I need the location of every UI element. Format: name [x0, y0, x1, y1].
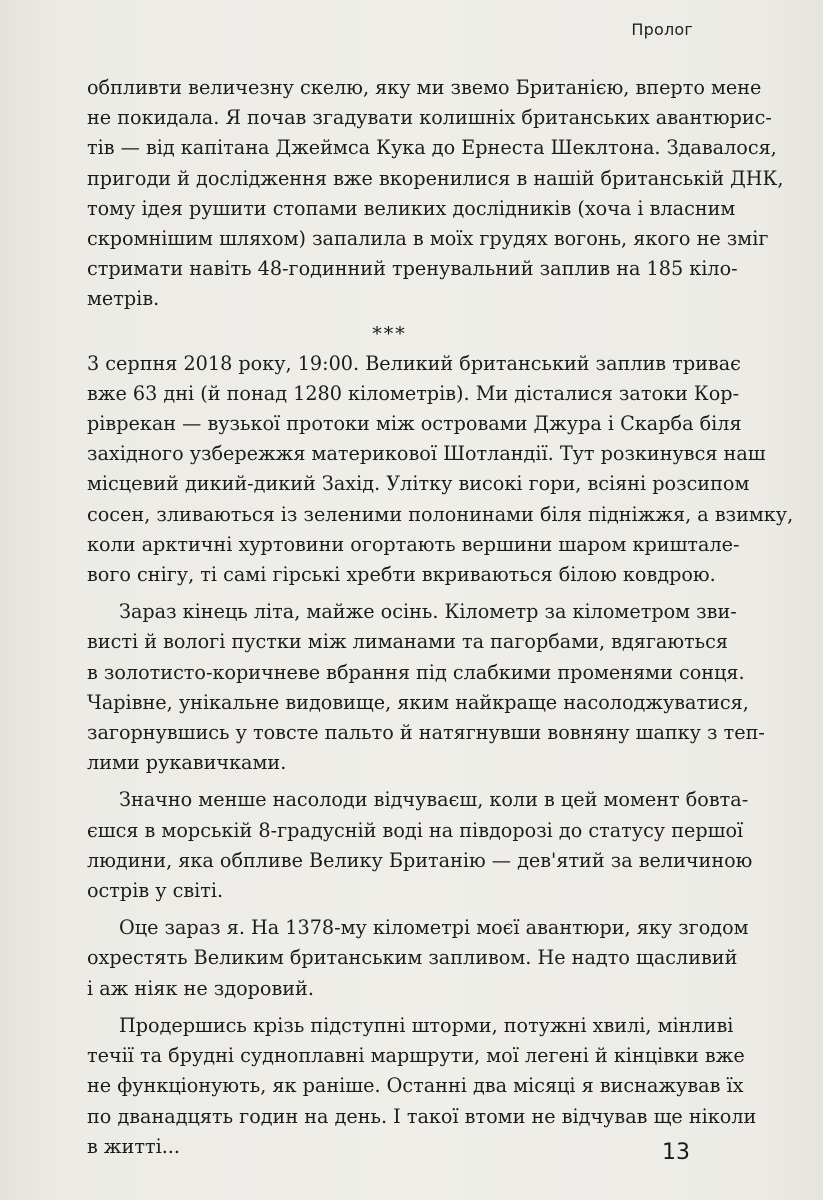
paragraph-1	[87, 73, 784, 315]
text-line: Продершись крізь підступні шторми, потужні хвилі, мінливі	[119, 1013, 734, 1037]
text-line: не покидала. Я почав згадувати колишніх британських авантюрис-	[87, 106, 772, 130]
text-line: людини, яка обпливе Велику Британію — дев'ятий за величиною	[87, 848, 753, 872]
text-line: лими рукавичками.	[87, 751, 287, 775]
paragraph-5	[87, 913, 749, 1004]
text-line: висті й вологі пустки між лиманами та пагорбами, вдягаються	[87, 630, 728, 654]
text-line: Чарівне, унікальне видовище, яким найкраще насолоджуватися,	[87, 690, 749, 714]
running-head: Пролог	[631, 20, 693, 39]
text-line: і аж ніяк не здоровий.	[87, 976, 314, 1000]
text-line: тів — від капітана Джеймса Кука до Ернеста Шеклтона. Здавалося,	[87, 136, 777, 160]
text-line: в золотисто-коричневе вбрання під слабкими променями сонця.	[87, 660, 745, 684]
text-line: 3 серпня 2018 року, 19:00. Великий британський заплив триває	[87, 351, 741, 375]
text-line: метрів.	[87, 287, 160, 311]
text-line: в житті...	[87, 1134, 181, 1158]
paragraph-2	[87, 349, 794, 591]
text-line: ріврекан — вузької протоки між островами Джура і Скарба біля	[87, 412, 742, 436]
text-line: Зараз кінець літа, майже осінь. Кілометр за кілометром зви-	[119, 600, 737, 624]
text-line: охрестять Великим британським запливом. Не надто щасливий	[87, 946, 738, 970]
paragraph-3	[87, 597, 765, 778]
text-line: Значно менше насолоди відчуваєш, коли в цей момент бовта-	[119, 788, 749, 812]
page-number: 13	[662, 1140, 690, 1165]
text-line: коли арктичні хуртовини огортають вершини шаром криштале-	[87, 532, 740, 556]
text-line: пригоди й дослідження вже вкоренилися в нашій британській ДНК,	[87, 166, 784, 190]
text-line: обпливти величезну скелю, яку ми звемо Британією, вперто мене	[87, 76, 762, 99]
body-text	[87, 73, 794, 1162]
text-line: вого снігу, ті самі гірські хребти вкриваються білою ковдрою.	[87, 563, 716, 587]
text-line: загорнувшись у товсте пальто й натягнувши вовняну шапку з теп-	[87, 721, 765, 745]
text-line: єшся в морській 8-градусній воді на півдорозі до статусу першої	[87, 818, 744, 842]
text-line: по дванадцять годин на день. І такої втоми не відчував ще ніколи	[87, 1104, 757, 1128]
text-line: скромнішим шляхом) запалила в моїх грудях вогонь, якого не зміг	[87, 227, 769, 251]
section-separator: ***	[372, 322, 407, 345]
text-line: місцевий дикий-дикий Захід. Улітку високі гори, всіяні розсипом	[87, 472, 750, 496]
text-line: західного узбережжя материкової Шотландії. Тут розкинувся наш	[87, 442, 766, 466]
text-line: течії та брудні судноплавні маршрути, мої легені й кінцівки вже	[87, 1044, 745, 1068]
text-line: сосен, зливаються із зеленими полонинами біля підніжжя, а взимку,	[87, 502, 794, 526]
paragraph-6	[87, 1011, 757, 1162]
text-line: тому ідея рушити стопами великих дослідників (хоча і власним	[87, 196, 736, 220]
text-line: стримати навіть 48-годинний тренувальний заплив на 185 кіло-	[87, 257, 738, 281]
paragraph-4	[87, 785, 753, 906]
text-line: Оце зараз я. На 1378-му кілометрі моєї авантюри, яку згодом	[119, 916, 749, 940]
text-line: острів у світі.	[87, 879, 224, 903]
text-line: вже 63 дні (й понад 1280 кілометрів). Ми дісталися затоки Кор-	[87, 381, 740, 405]
text-line: не функціонують, як раніше. Останні два місяці я виснажував їх	[87, 1074, 744, 1098]
